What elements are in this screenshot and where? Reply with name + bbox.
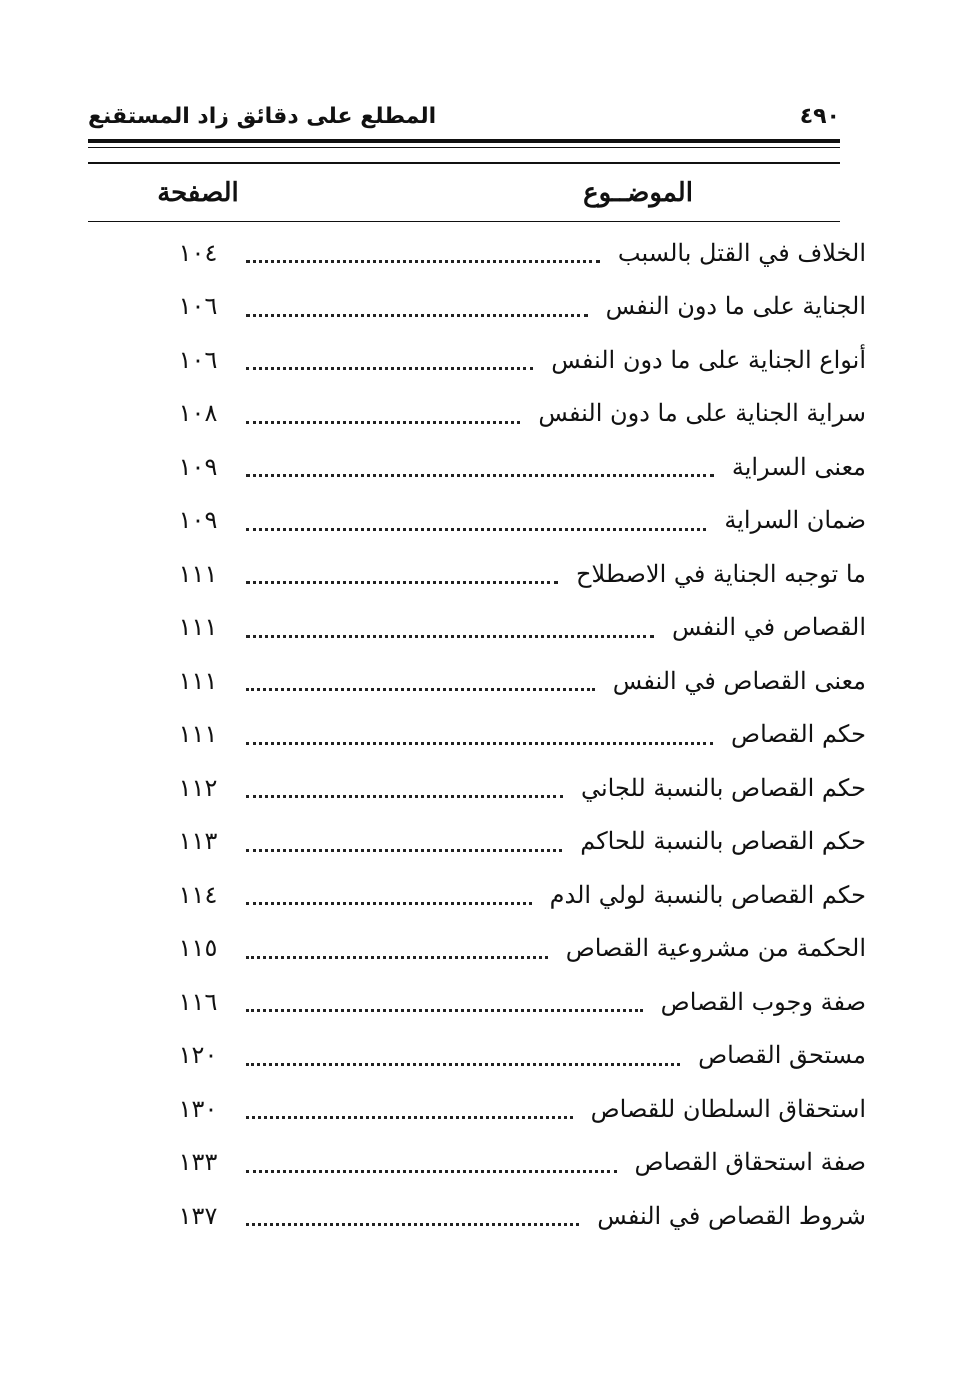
toc-entry-topic: حكم القصاص بالنسبة للحاكم [580,827,866,856]
toc-entry-topic: القصاص في النفس [672,613,866,642]
toc-entry [170,440,866,494]
dot-leader [246,421,520,424]
toc-entry [170,226,866,280]
toc-entry-topic: مستحق القصاص [698,1041,866,1070]
toc-entry-page-number: ١٠٦ [178,292,218,321]
toc-entry-topic: حكم القصاص [731,720,866,749]
toc-entry [170,815,866,869]
toc-entry-topic: حكم القصاص بالنسبة للجاني [580,773,866,802]
dot-leader [246,367,533,370]
toc-entry-page-number: ١٠٩ [178,506,218,535]
toc-entry [170,1136,866,1190]
toc-entry-topic: معنى السراية [731,452,866,481]
toc-entry-topic: شروط القصاص في النفس [597,1201,866,1230]
toc-entry-page-number: ١١٤ [178,880,218,909]
toc-entry-page-number: ١١١ [178,613,218,642]
toc-entry [170,333,866,387]
toc-entry-topic: ما توجبه الجناية في الاصطلاح [576,559,866,588]
toc-entry-topic: أنواع الجناية على ما دون النفس [551,345,866,374]
dot-leader [246,314,588,317]
toc-entry [170,922,866,976]
toc-entry-topic: استحقاق السلطان للقصاص [590,1094,866,1123]
toc-entry [170,387,866,441]
dot-leader [246,260,600,263]
toc-entry [170,280,866,334]
toc-entry-topic: معنى القصاص في النفس [612,666,866,695]
dot-leader [246,1063,680,1066]
toc-entry-page-number: ١٠٦ [178,345,218,374]
dot-leader [246,635,654,638]
toc-entry-page-number: ١٣٠ [178,1094,218,1123]
dot-leader [246,1009,643,1012]
toc-entry-page-number: ١٠٩ [178,452,218,481]
header-rule-thin [88,147,840,148]
dot-leader [246,956,548,959]
toc-entry [170,975,866,1029]
table-header-rule [88,221,840,222]
dot-leader [246,742,713,745]
toc-entry-topic: الخلاف في القتل بالسبب [617,238,866,267]
toc-entry-page-number: ١١١ [178,559,218,588]
dot-leader [246,1116,573,1119]
toc-entry-page-number: ١٣٧ [178,1201,218,1230]
toc-entry-page-number: ١١١ [178,666,218,695]
header-rule-thick [88,139,840,143]
toc-entry [170,1029,866,1083]
dot-leader [246,688,595,691]
toc-entry [170,601,866,655]
toc-entry-page-number: ١٠٤ [178,238,218,267]
dot-leader [246,849,562,852]
table-header [88,172,840,218]
toc-entry [170,654,866,708]
toc-entry-topic: ضمان السراية [724,506,866,535]
dot-leader [246,474,714,477]
dot-leader [246,795,563,798]
toc-entry-page-number: ١٣٣ [178,1148,218,1177]
dot-leader [246,528,706,531]
toc-entry-topic: صفة استحقاق القصاص [634,1148,866,1177]
table-of-contents [170,226,866,1243]
toc-entry-topic: سراية الجناية على ما دون النفس [538,399,866,428]
toc-entry [170,868,866,922]
running-header [88,100,840,140]
toc-entry-topic: الجناية على ما دون النفس [605,292,866,321]
toc-entry-page-number: ١١٣ [178,827,218,856]
toc-entry-page-number: ١٠٨ [178,399,218,428]
toc-entry [170,494,866,548]
dot-leader [246,902,532,905]
toc-entry-page-number: ١١١ [178,720,218,749]
toc-entry [170,1082,866,1136]
dot-leader [246,1223,579,1226]
page-number: ٤٩٠ [799,104,840,129]
toc-entry-topic: الحكمة من مشروعية القصاص [565,934,866,963]
toc-entry [170,708,866,762]
dot-leader [246,1170,617,1173]
page-column-header: الصفحة [157,178,239,208]
toc-entry-page-number: ١١٦ [178,987,218,1016]
toc-entry [170,1189,866,1243]
toc-entry-page-number: ١١٢ [178,773,218,802]
toc-entry-page-number: ١١٥ [178,934,218,963]
toc-entry-page-number: ١٢٠ [178,1041,218,1070]
dot-leader [246,581,558,584]
toc-entry-topic: حكم القصاص بالنسبة لولي الدم [549,880,866,909]
book-title: المطلع على دقائق زاد المستقنع [88,104,437,129]
toc-entry-topic: صفة وجوب القصاص [660,987,866,1016]
topic-column-header: الموضــوع [583,178,693,208]
toc-entry [170,547,866,601]
table-top-rule [88,162,840,164]
toc-entry [170,761,866,815]
